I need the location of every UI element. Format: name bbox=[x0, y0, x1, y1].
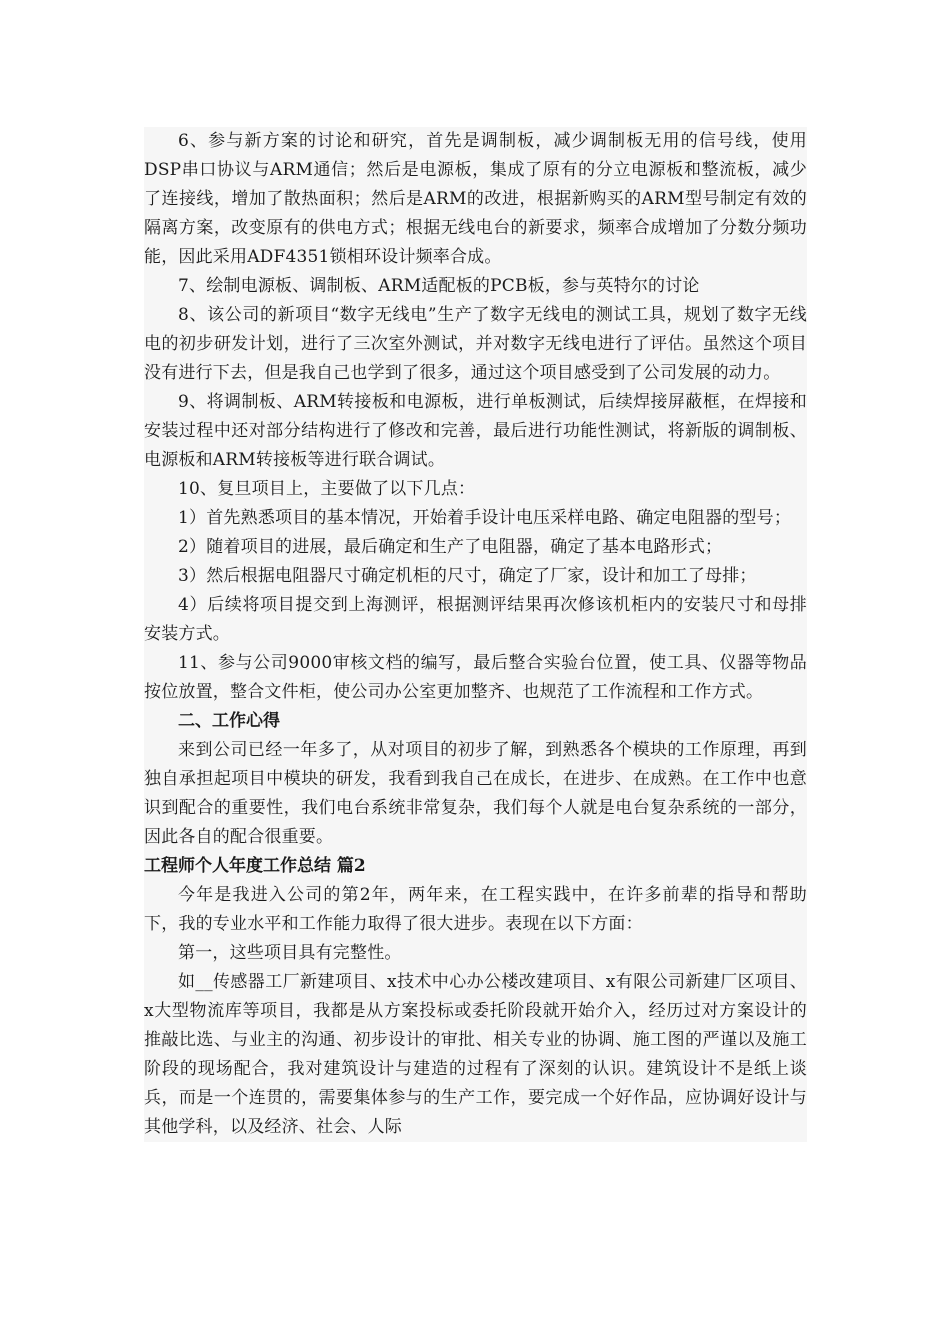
sub-item-2: 2）随着项目的进展，最后确定和生产了电阻器，确定了基本电路形式； bbox=[178, 537, 723, 557]
sub-item-3: 3）然后根据电阻器尺寸确定机柜的尺寸，确定了厂家，设计和加工了母排； bbox=[178, 566, 757, 586]
document-body bbox=[144, 127, 807, 1142]
point-one: 第一，这些项目具有完整性。 bbox=[178, 943, 402, 963]
intro-paragraph: 今年是我进入公司的第2年，两年来，在工程实践中，在许多前辈的指导和帮助下，我的专业水平和工作能力取得了很大进步。表现在以下方面： bbox=[144, 885, 807, 934]
article-title: 工程师个人年度工作总结 篇2 bbox=[144, 856, 366, 876]
paragraph-item-11: 11、参与公司9000审核文档的编写，最后整合实验台位置，使工具、仪器等物品按位放置，整合文件柜，使公司办公室更加整齐、也规范了工作流程和工作方式。 bbox=[144, 653, 807, 702]
paragraph-item-10: 10、复旦项目上，主要做了以下几点： bbox=[178, 479, 476, 499]
paragraph-item-7: 7、绘制电源板、调制板、ARM适配板的PCB板，参与英特尔的讨论 bbox=[178, 276, 700, 296]
paragraph-item-6: 6、参与新方案的讨论和研究，首先是调制板，减少调制板无用的信号线，使用DSP串口协议与ARM通信；然后是电源板，集成了原有的分立电源板和整流板，减少了连接线，增加了散热面积；然后是ARM的改进，根据新购买的ARM型号制定有效的隔离方案，改变原有的供电方式；根据无线电台的新要求，频率合成增加了分数分频功能，因此采用ADF4351锁相环设计频率合成。 bbox=[144, 131, 807, 267]
paragraph-item-8: 8、该公司的新项目“数字无线电”生产了数字无线电的测试工具，规划了数字无线电的初步研发计划，进行了三次室外测试，并对数字无线电进行了评估。虽然这个项目没有进行下去，但是我自己也学到了很多，通过这个项目感受到了公司发展的动力。 bbox=[144, 305, 807, 383]
paragraph-item-9: 9、将调制板、ARM转接板和电源板，进行单板测试，后续焊接屏蔽框，在焊接和安装过程中还对部分结构进行了修改和完善，最后进行功能性测试，将新版的调制板、电源板和ARM转接板等进行联合调试。 bbox=[144, 392, 807, 470]
sub-item-1: 1）首先熟悉项目的基本情况，开始着手设计电压采样电路、确定电阻器的型号； bbox=[178, 508, 792, 528]
sub-item-4: 4）后续将项目提交到上海测评，根据测评结果再次修该机柜内的安装尺寸和母排安装方式。 bbox=[144, 595, 807, 644]
section-heading: 二、工作心得 bbox=[178, 711, 280, 731]
projects-paragraph: 如__传感器工厂新建项目、x技术中心办公楼改建项目、x有限公司新建厂区项目、x大型物流库等项目，我都是从方案投标或委托阶段就开始介入，经历过对方案设计的推敲比选、与业主的沟通、初步设计的审批、相关专业的协调、施工图的严谨以及施工阶段的现场配合，我对建筑设计与建造的过程有了深刻的认识。建筑设计不是纸上谈兵，而是一个连贯的，需要集体参与的生产工作，要完成一个好作品，应协调好设计与其他学科，以及经济、社会、人际 bbox=[144, 972, 807, 1137]
experience-paragraph: 来到公司已经一年多了，从对项目的初步了解，到熟悉各个模块的工作原理，再到独自承担起项目中模块的研发，我看到我自己在成长，在进步、在成熟。在工作中也意识到配合的重要性，我们电台系统非常复杂，我们每个人就是电台复杂系统的一部分，因此各自的配合很重要。 bbox=[144, 740, 807, 847]
